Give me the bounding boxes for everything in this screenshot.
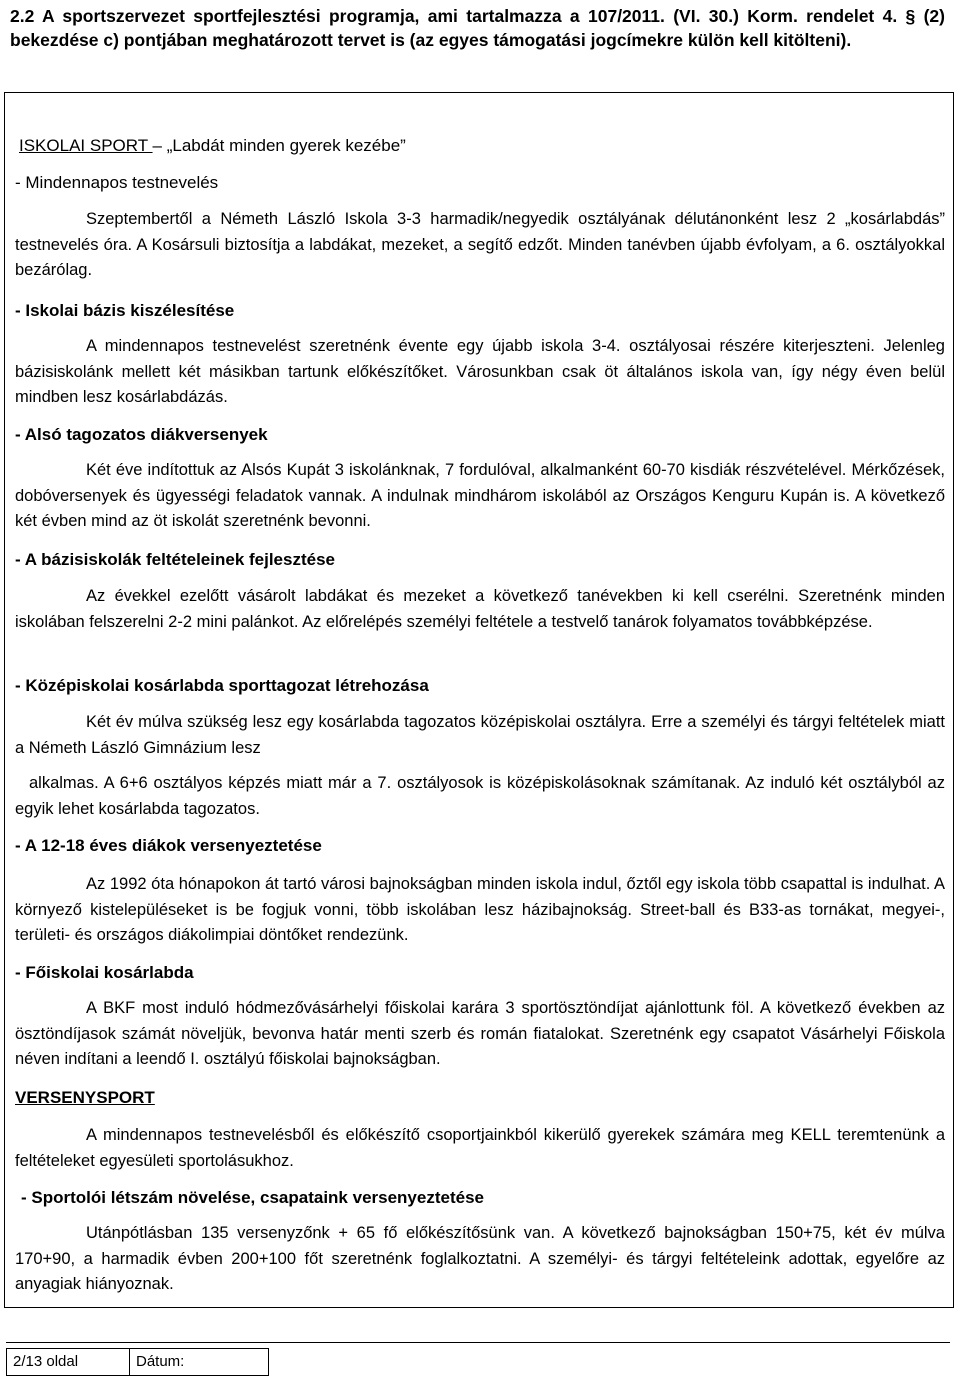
paragraph-kozepiskolai-2: alkalmas. A 6+6 osztályos képzés miatt már a 7. osztályosok is középiskolásoknak számítanak. Az induló két osztályból az egyik lehet kosárlabda tagozatos. <box>15 774 945 818</box>
paragraph-versenysport: A mindennapos testnevelésből és előkészítő csoportjainkból kikerülő gyerekek számára meg KELL teremtenünk a feltételeket egyesületi sportolásukhoz. <box>15 1126 945 1170</box>
paragraph-iskolai-bazis: A mindennapos testnevelést szeretnénk évente egy újabb iskola 3-4. osztályosai részére kiterjeszteni. Jelenleg bázisiskolánk mellett két másikban tartunk előkészítőket. Városunkban csak öt általános iskola van, így négy éven belül mindben lesz kosárlabdázás. <box>15 337 945 406</box>
title-underlined: ISKOLAI SPORT <box>19 136 153 155</box>
paragraph-bazisiskolak: Az évekkel ezelőtt vásárolt labdákat és mezeket a következő tanévekben ki kell cserélni. Szeretnénk minden iskolában felszerelni 2-2 mini palánkot. Az előrelépés személyi feltétele a testvelő tanárok folyamatos továbbképzése. <box>15 587 945 631</box>
content-box <box>4 92 954 1308</box>
subhead-versenysport: VERSENYSPORT <box>15 1088 155 1107</box>
paragraph-mindennapos: Szeptembertől a Németh László Iskola 3-3 harmadik/negyedik osztályának délutánonként lesz 2 „kosárlabdás” testnevelés óra. A Kosársuli biztosítja a labdákat, mezeket, a segítő edzőt. Minden tanévben újabb évfolyam, a 6. osztályokkal bezárólag. <box>15 210 945 279</box>
section-title <box>19 135 406 157</box>
page-number: 2/13 oldal <box>7 1349 130 1375</box>
subhead-kozepiskolai: - Középiskolai kosárlabda sporttagozat létrehozása <box>15 676 429 695</box>
paragraph-foiskolai: A BKF most induló hódmezővásárhelyi főiskolai karára 3 sportösztöndíjat ajánlottunk föl. A következő években az ösztöndíjasok számát növeljük, bevonva határ menti szerb és román fiatalokat. Szeretnénk egy csapatot Vásárhelyi Főiskola néven indítani a leendő I. osztályú főiskolai bajnokságban. <box>15 999 945 1068</box>
subhead-foiskolai: - Főiskolai kosárlabda <box>15 963 194 982</box>
paragraph-kozepiskolai-1: Két év múlva szükség lesz egy kosárlabda tagozatos középiskolai osztályra. Erre a személyi és tárgyi feltételek miatt a Németh László Gimnázium lesz <box>15 713 945 757</box>
subhead-bazisiskolak: - A bázisiskolák feltételeinek fejlesztése <box>15 550 335 569</box>
page-footer <box>6 1342 950 1377</box>
subhead-12-18-eves: - A 12-18 éves diákok versenyeztetése <box>15 836 322 855</box>
date-label: Dátum: <box>136 1353 185 1370</box>
subhead-mindennapos: - Mindennapos testnevelés <box>15 173 219 192</box>
title-rest: – „Labdát minden gyerek kezébe” <box>152 136 406 155</box>
subhead-sportoloi-letszam: - Sportolói létszám növelése, csapataink versenyeztetése <box>21 1188 484 1207</box>
page-heading: 2.2 A sportszervezet sportfejlesztési programja, ami tartalmazza a 107/2011. (VI. 30.) Korm. rendelet 4. § (2) bekezdése c) pontjában meghatározott tervet is (az egyes támogatási jogcímekre külön kell kitölteni). <box>10 6 945 50</box>
paragraph-sportoloi-letszam: Utánpótlásban 135 versenyzőnk + 65 fő előkészítősünk van. A következő bajnokságban 150+75, két év múlva 170+90, a harmadik évben 200+100 főt szeretnénk foglalkoztatni. A személyi- és tárgyi feltételeink adottak, egyelőre az anyagiak hiányoznak. <box>15 1224 945 1293</box>
paragraph-12-18-eves: Az 1992 óta hónapokon át tartó városi bajnokságban minden iskola indul, őztől egy iskola több csapattal is indulhat. A környező kistelepüléseket is be fogjuk vonni, több iskolában lesz házibajnokság. Street-ball és B33-as tornákat, megyei-, területi- és országos diákolimpiai döntőket rendezünk. <box>15 875 945 944</box>
subhead-also-tagozatos: - Alsó tagozatos diákversenyek <box>15 425 268 444</box>
footer-box <box>6 1348 269 1376</box>
paragraph-also-tagozatos: Két éve indítottuk az Alsós Kupát 3 iskolánknak, 7 fordulóval, alkalmanként 60-70 kisdiák részvételével. Mérkőzések, dobóversenyek és ügyességi feladatok vannak. A indulnak mindhárom iskolából az Országos Kenguru Kupán is. A következő két évben mind az öt iskolát szeretnénk bevonni. <box>15 461 945 530</box>
subhead-iskolai-bazis: - Iskolai bázis kiszélesítése <box>15 301 235 320</box>
